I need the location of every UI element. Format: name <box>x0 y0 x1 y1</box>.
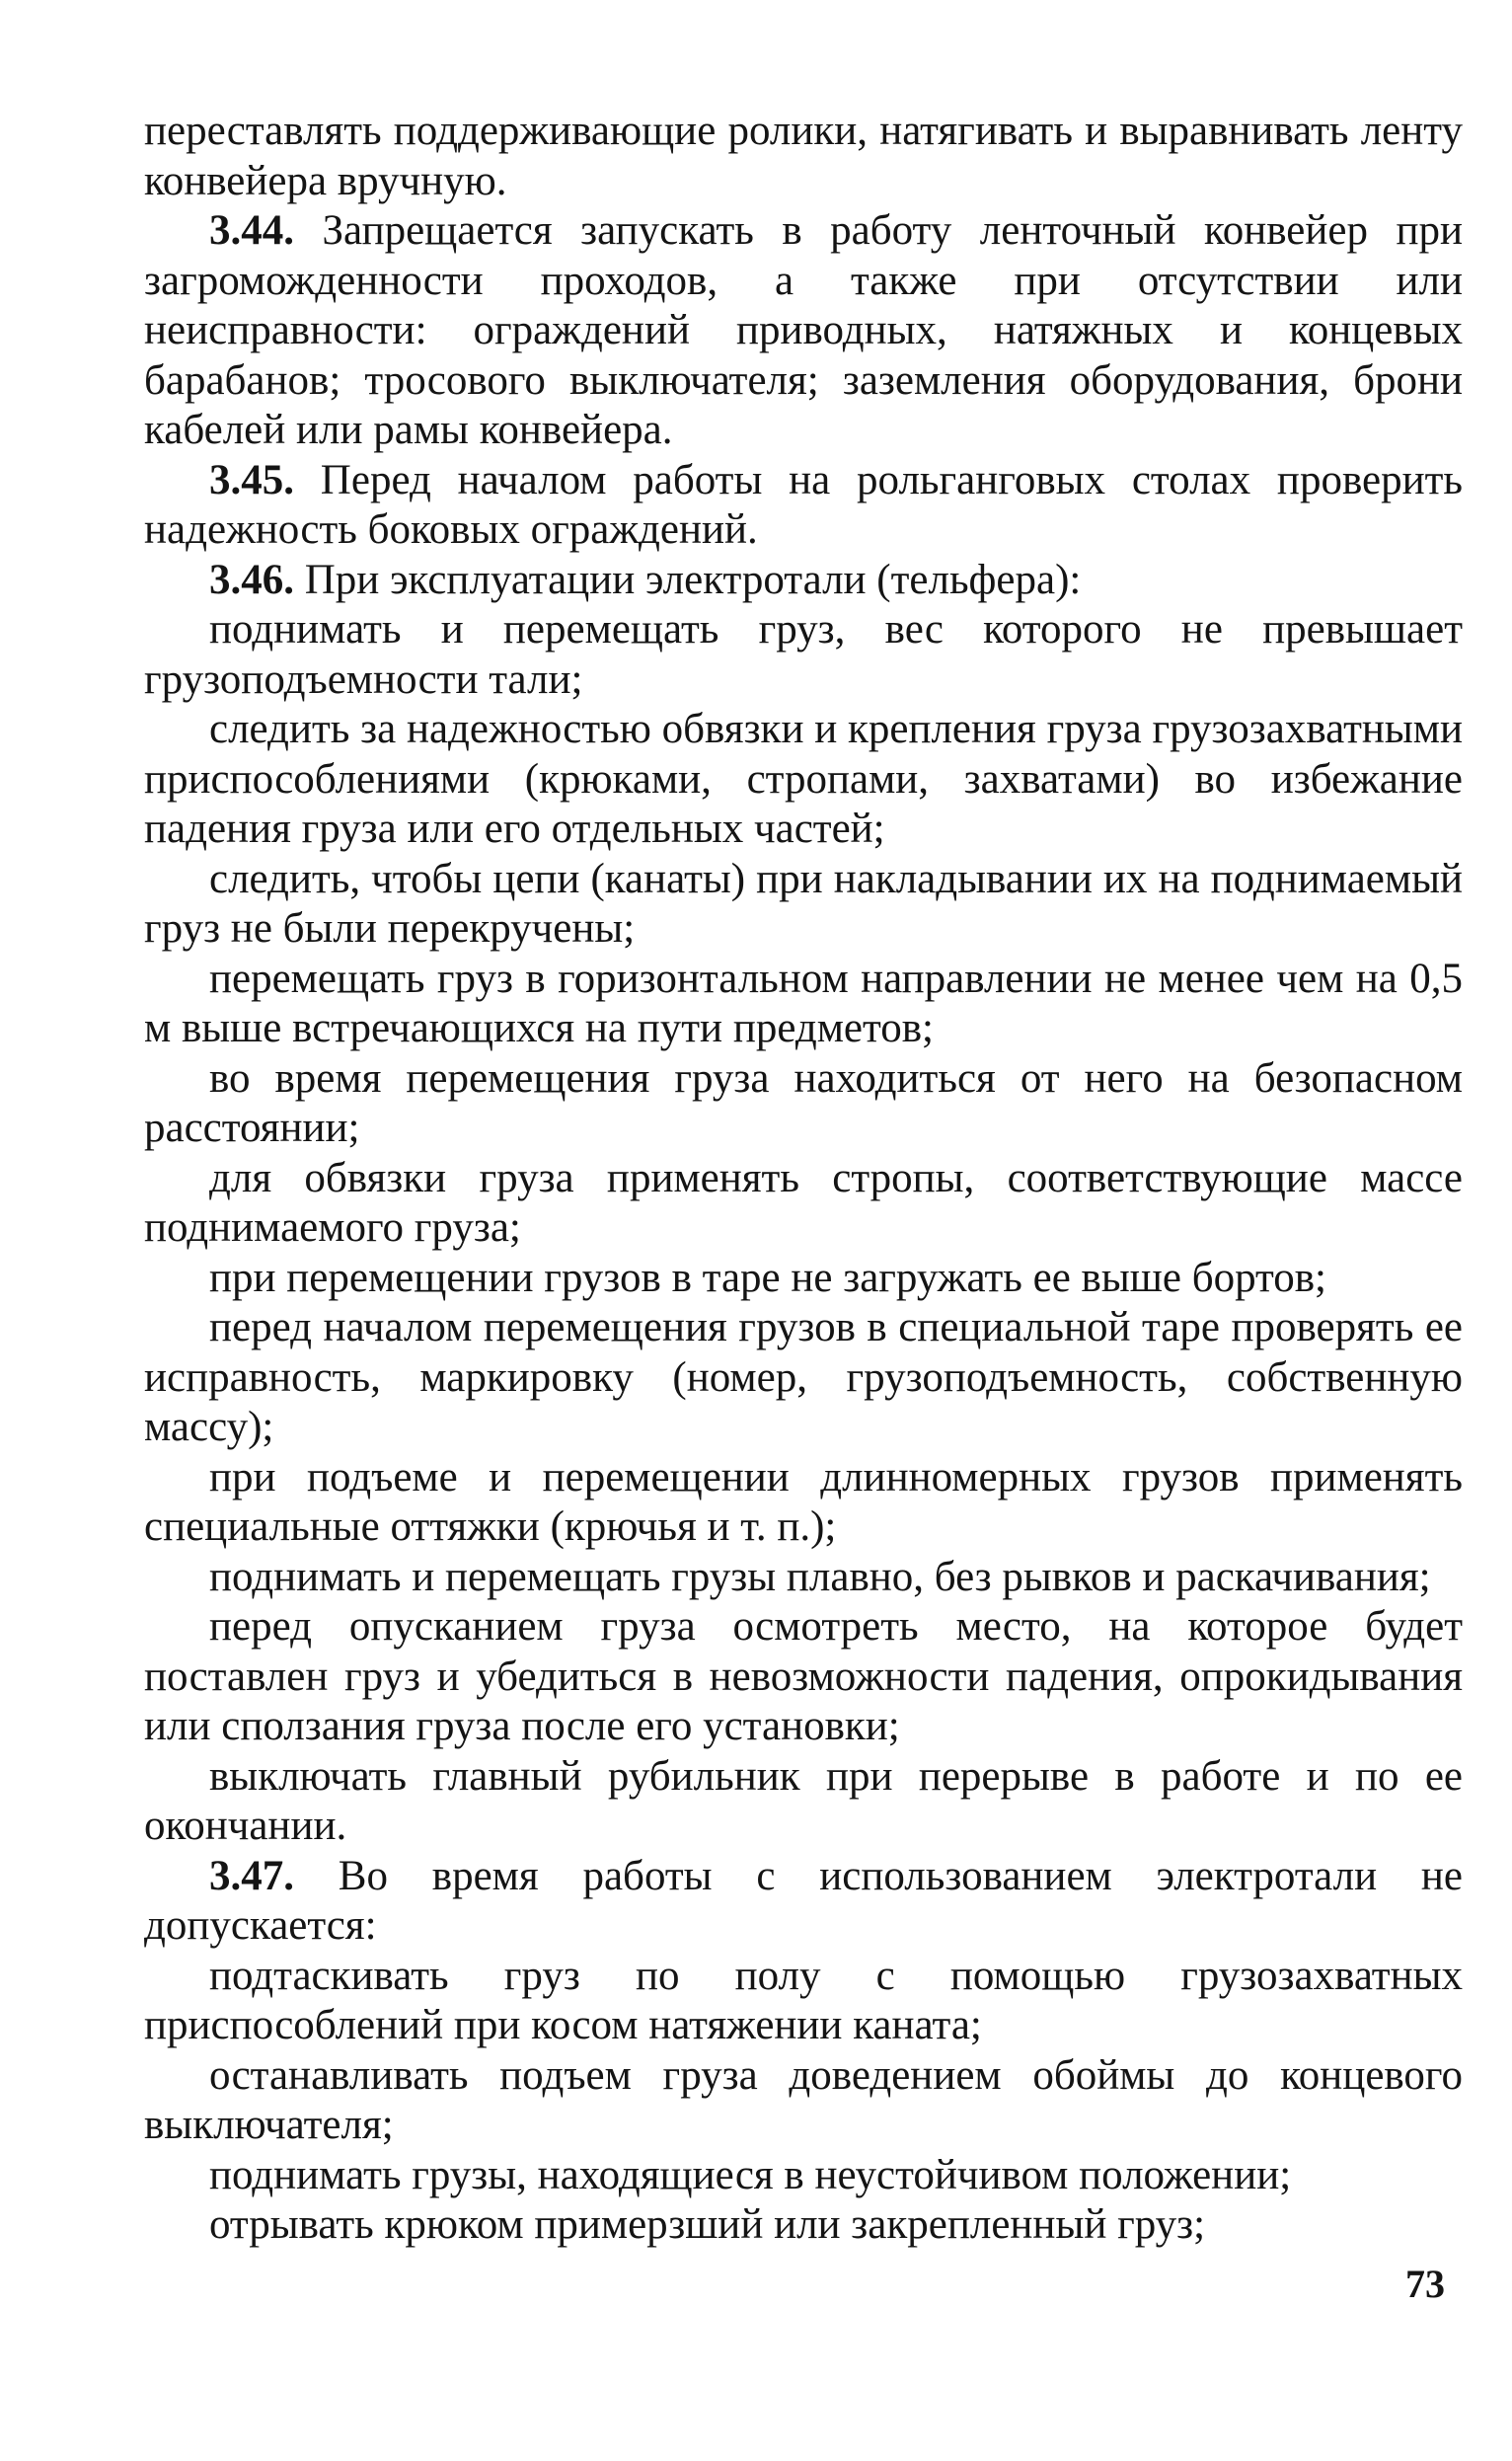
paragraph-text: Перед началом работы на рольганговых столах проверить надежность боковых ограждений. <box>144 456 1463 553</box>
paragraph <box>144 1303 1463 1453</box>
paragraph-text: поднимать и перемещать грузы плавно, без рывков и раскачивания; <box>209 1553 1431 1600</box>
paragraph-text: во время перемещения груза находиться от него на безопасном расстоянии; <box>144 1054 1463 1151</box>
paragraph <box>144 1054 1463 1154</box>
paragraph-text: подтаскивать груз по полу с помощью грузозахватных приспособлений при косом натяжении каната; <box>144 1952 1463 2048</box>
page-number: 73 <box>1405 2262 1445 2306</box>
paragraph-text: отрывать крюком примерзший или закрепленный груз; <box>209 2201 1206 2248</box>
paragraph <box>144 1602 1463 1752</box>
paragraph <box>144 1254 1463 1304</box>
paragraph-text: следить за надежностью обвязки и крепления груза грузозахватными приспособлениями (крюками, стропами, захватами) во избежание падения груза или его отдельных частей; <box>144 706 1463 852</box>
paragraph-text: выключать главный рубильник при перерыве в работе и по ее окончании. <box>144 1752 1463 1849</box>
paragraph <box>144 2200 1463 2251</box>
paragraph <box>144 1852 1463 1952</box>
page-body <box>144 107 1463 2251</box>
paragraph-text: переставлять поддерживающие ролики, натягивать и выравнивать ленту конвейера вручную. <box>144 108 1463 204</box>
paragraph-text: При эксплуатации электротали (тельфера): <box>294 556 1082 603</box>
paragraph <box>144 955 1463 1054</box>
paragraph-text: Во время работы с использованием электротали не допускается: <box>144 1852 1463 1949</box>
paragraph-number: 3.44. <box>209 207 294 254</box>
paragraph-text: перед опусканием груза осмотреть место, на которое будет поставлен груз и убедиться в невозможности падения, опрокидывания или сползания груза после его установки; <box>144 1603 1463 1749</box>
paragraph <box>144 456 1463 556</box>
paragraph <box>144 1553 1463 1603</box>
paragraph-text: для обвязки груза применять стропы, соответствующие массе поднимаемого груза; <box>144 1154 1463 1251</box>
paragraph-text: следить, чтобы цепи (канаты) при накладывании их на поднимаемый груз не были перекручены; <box>144 855 1463 952</box>
paragraph <box>144 855 1463 955</box>
paragraph-text: поднимать грузы, находящиеся в неустойчивом положении; <box>209 2151 1292 2198</box>
paragraph-text: Запрещается запускать в работу ленточный конвейер при загроможденности проходов, а также при отсутствии или неисправности: ограждений приводных, натяжных и концевых барабанов; тросового выключателя; заземления оборудования, брони кабелей или рамы конвейера. <box>144 207 1463 453</box>
paragraph-number: 3.46. <box>209 556 294 603</box>
paragraph-text: перед началом перемещения грузов в специальной таре проверять ее исправность, маркировку (номер, грузоподъемность, собственную массу); <box>144 1304 1463 1450</box>
paragraph-number: 3.47. <box>209 1852 294 1899</box>
paragraph-text: при перемещении грузов в таре не загружать ее выше бортов; <box>209 1254 1326 1301</box>
paragraph <box>144 705 1463 855</box>
paragraph-number: 3.45. <box>209 456 294 503</box>
paragraph-text: поднимать и перемещать груз, вес которого не превышает грузоподъемности тали; <box>144 606 1463 703</box>
paragraph <box>144 1752 1463 1852</box>
paragraph <box>144 556 1463 606</box>
paragraph <box>144 2051 1463 2151</box>
paragraph <box>144 1952 1463 2051</box>
paragraph <box>144 1154 1463 1254</box>
paragraph <box>144 107 1463 206</box>
paragraph <box>144 206 1463 456</box>
paragraph <box>144 605 1463 705</box>
paragraph <box>144 2151 1463 2201</box>
paragraph <box>144 1453 1463 1553</box>
paragraph-text: при подъеме и перемещении длинномерных грузов применять специальные оттяжки (крючья и т. п.); <box>144 1453 1463 1550</box>
paragraph-text: останавливать подъем груза доведением обоймы до концевого выключателя; <box>144 2051 1463 2148</box>
paragraph-text: перемещать груз в горизонтальном направлении не менее чем на 0,5 м выше встречающихся на пути предметов; <box>144 955 1463 1051</box>
